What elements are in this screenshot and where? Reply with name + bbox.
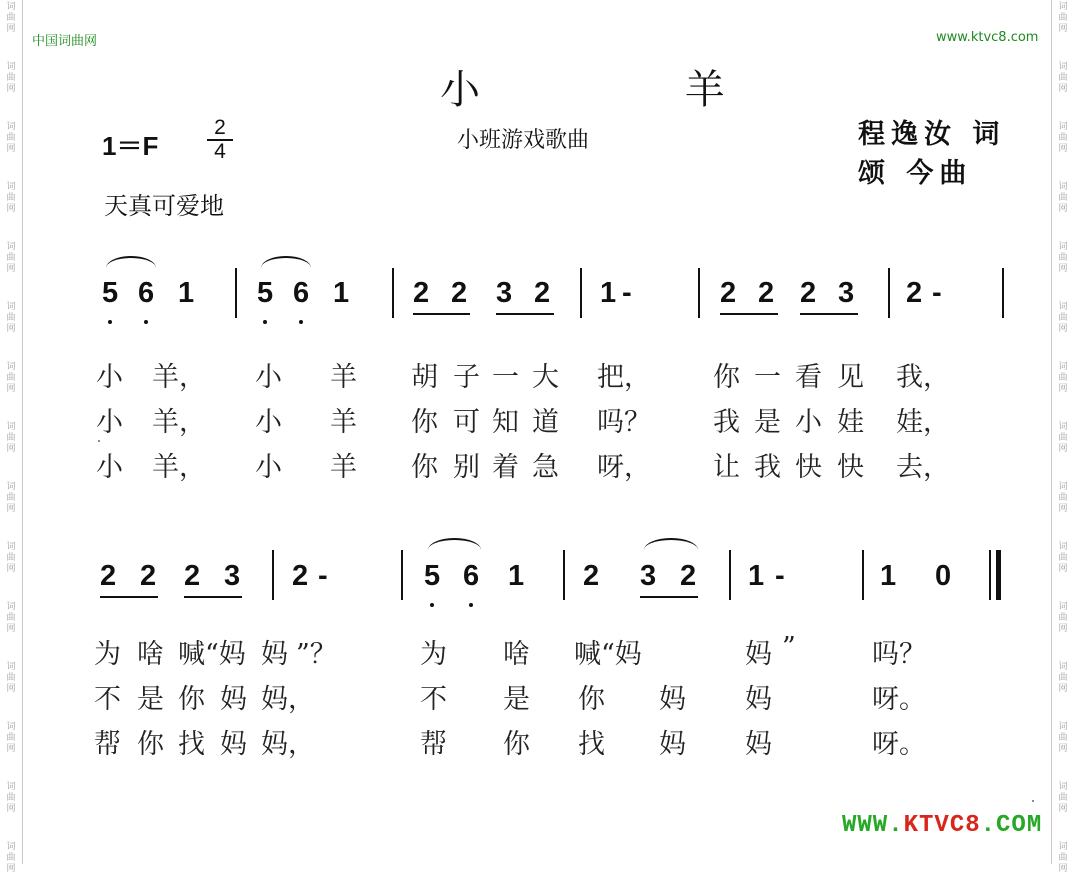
lyric-syllable: 妈: [659, 684, 686, 715]
side-watermark-text: 词 曲 网: [1058, 62, 1068, 94]
lyric-syllable: 小: [255, 362, 282, 393]
note: 2: [583, 560, 600, 592]
side-watermark-text: 词 曲 网: [6, 2, 16, 34]
note: 1: [178, 277, 195, 309]
eighth-note-underline: [640, 596, 698, 598]
low-octave-dot: [469, 603, 473, 607]
note: 2: [800, 277, 817, 309]
lyric-syllable: 呀。: [872, 684, 926, 715]
note: 2: [292, 560, 309, 592]
lyric-syllable: 知: [492, 407, 519, 438]
side-watermark-text: 词 曲 网: [1058, 362, 1068, 394]
lyric-syllable: 羊: [330, 452, 357, 483]
lyricist-credit: 程逸汝 词: [858, 119, 1006, 150]
lyric-syllable: 喊“妈: [178, 639, 246, 670]
lyric-syllable: 羊，: [152, 452, 206, 483]
lyric-syllable: 帮: [420, 729, 447, 760]
note: 2: [140, 560, 157, 592]
final-barline-thick: [996, 550, 1001, 600]
lyric-syllable: 把，: [597, 362, 651, 393]
side-watermark-text: 词 曲 网: [6, 302, 16, 334]
note: 6: [293, 277, 310, 309]
right-border-watermark: [1051, 0, 1074, 874]
lyric-syllable: 吗？: [872, 639, 926, 670]
site-name-link[interactable]: 中国词曲网: [32, 34, 98, 49]
lyric-syllable: 一: [754, 362, 781, 393]
eighth-note-underline: [100, 596, 158, 598]
lyric-syllable: 妈: [261, 639, 288, 670]
lyric-syllable: 是: [503, 684, 530, 715]
lyric-syllable: 小: [96, 407, 123, 438]
lyric-syllable: ”: [782, 632, 796, 663]
note: 3: [640, 560, 657, 592]
note: 1: [508, 560, 525, 592]
barline: [729, 550, 731, 600]
note: 6: [138, 277, 155, 309]
lyric-syllable: 啥: [503, 639, 530, 670]
slur-arc: [106, 256, 156, 268]
lyric-syllable: 不: [420, 684, 447, 715]
lyric-syllable: 为: [420, 639, 447, 670]
lyric-syllable: 小: [96, 362, 123, 393]
slur-arc: [644, 538, 698, 550]
lyric-syllable: 快: [795, 452, 822, 483]
lyric-syllable: 妈: [659, 729, 686, 760]
low-octave-dot: [263, 320, 267, 324]
low-octave-dot: [144, 320, 148, 324]
lyric-syllable: 一: [492, 362, 519, 393]
lyric-syllable: 我: [754, 452, 781, 483]
lyric-syllable: 娃: [837, 407, 864, 438]
lyric-syllable: 快: [837, 452, 864, 483]
side-watermark-text: 词 曲 网: [1058, 242, 1068, 274]
lyric-syllable: 着: [492, 452, 519, 483]
note: 2: [100, 560, 117, 592]
slur-arc: [261, 256, 311, 268]
note: 3: [224, 560, 241, 592]
lyric-syllable: 羊，: [152, 362, 206, 393]
note: 3: [838, 277, 855, 309]
lyric-syllable: 帮: [94, 729, 121, 760]
note: 2: [906, 277, 923, 309]
note: 3: [496, 277, 513, 309]
lyric-syllable: 羊，: [152, 407, 206, 438]
side-watermark-text: 词 曲 网: [6, 362, 16, 394]
note: 1: [600, 277, 617, 309]
side-watermark-text: 词 曲 网: [1058, 482, 1068, 514]
lyric-syllable: 妈: [745, 729, 772, 760]
note: 6: [463, 560, 480, 592]
lyric-syllable: 小: [795, 407, 822, 438]
side-watermark-text: 词 曲 网: [6, 602, 16, 634]
side-watermark-text: 词 曲 网: [6, 62, 16, 94]
lyric-syllable: 啥: [137, 639, 164, 670]
logo-com: .COM: [980, 812, 1043, 839]
lyric-syllable: 妈: [745, 684, 772, 715]
barline: [563, 550, 565, 600]
lyric-syllable: 见: [837, 362, 864, 393]
side-watermark-text: 词 曲 网: [1058, 542, 1068, 574]
lyric-syllable: 找: [578, 729, 605, 760]
site-url-link[interactable]: www.ktvc8.com: [936, 30, 1039, 45]
barline: [401, 550, 403, 600]
note: 2: [758, 277, 775, 309]
note: 2: [534, 277, 551, 309]
logo-www: WWW.: [842, 812, 904, 839]
side-watermark-text: 词 曲 网: [6, 722, 16, 754]
song-subtitle: 小班游戏歌曲: [457, 128, 590, 153]
lyric-syllable: 你: [713, 362, 740, 393]
barline: [580, 268, 582, 318]
barline: [1002, 268, 1004, 318]
note: -: [932, 277, 942, 309]
lyric-syllable: 呀。: [872, 729, 926, 760]
side-watermark-text: 词 曲 网: [1058, 422, 1068, 454]
low-octave-dot: [430, 603, 434, 607]
tempo-marking: 天真可爱地: [104, 192, 224, 220]
eighth-note-underline: [800, 313, 858, 315]
side-watermark-text: 词 曲 网: [6, 842, 16, 874]
low-octave-dot: [299, 320, 303, 324]
lyric-syllable: 胡: [411, 362, 438, 393]
slur-arc: [428, 538, 481, 550]
side-watermark-text: 词 曲 网: [6, 482, 16, 514]
lyric-syllable: 你: [137, 729, 164, 760]
lyric-syllable: 妈: [745, 639, 772, 670]
note: 5: [102, 277, 119, 309]
note: 2: [680, 560, 697, 592]
lyric-syllable: 小: [255, 452, 282, 483]
lyric-syllable: 小: [96, 452, 123, 483]
final-barline-thin: [989, 550, 991, 600]
side-watermark-text: 词 曲 网: [1058, 602, 1068, 634]
lyric-syllable: 可: [453, 407, 480, 438]
barline: [235, 268, 237, 318]
logo-ktvc8: KTVC8: [903, 812, 981, 839]
side-watermark-text: 词 曲 网: [6, 422, 16, 454]
lyric-syllable: 小: [255, 407, 282, 438]
note: -: [318, 560, 328, 592]
note: 2: [451, 277, 468, 309]
side-watermark-text: 词 曲 网: [1058, 182, 1068, 214]
lyric-syllable: 为: [94, 639, 121, 670]
side-watermark-text: 词 曲 网: [6, 122, 16, 154]
ktvc8-logo: [842, 812, 1042, 839]
eighth-note-underline: [720, 313, 778, 315]
lyric-syllable: 别: [453, 452, 480, 483]
low-octave-dot: [108, 320, 112, 324]
lyric-syllable: 你: [578, 684, 605, 715]
lyric-syllable: 你: [411, 407, 438, 438]
note: -: [775, 560, 785, 592]
note: 5: [424, 560, 441, 592]
lyric-syllable: 我，: [896, 362, 950, 393]
lyric-syllable: 不: [94, 684, 121, 715]
barline: [392, 268, 394, 318]
side-watermark-text: 词 曲 网: [6, 242, 16, 274]
note: 2: [184, 560, 201, 592]
barline: [698, 268, 700, 318]
lyric-syllable: ”？: [296, 639, 337, 670]
side-watermark-text: 词 曲 网: [1058, 2, 1068, 34]
lyric-syllable: 急: [532, 452, 559, 483]
lyric-syllable: 妈: [220, 684, 247, 715]
lyric-syllable: 妈，: [261, 729, 315, 760]
lyric-syllable: 道: [532, 407, 559, 438]
lyric-syllable: 喊“妈: [574, 639, 642, 670]
side-watermark-text: 词 曲 网: [6, 182, 16, 214]
note: 1: [333, 277, 350, 309]
barline: [862, 550, 864, 600]
lyric-syllable: 呀，: [597, 452, 651, 483]
lyric-syllable: 找: [178, 729, 205, 760]
note: 1: [880, 560, 897, 592]
lyric-syllable: 去，: [896, 452, 950, 483]
lyric-syllable: 让: [713, 452, 740, 483]
eighth-note-underline: [496, 313, 554, 315]
lyric-syllable: 大: [532, 362, 559, 393]
lyric-syllable: 你: [411, 452, 438, 483]
side-watermark-text: 词 曲 网: [1058, 722, 1068, 754]
side-watermark-text: 词 曲 网: [6, 782, 16, 814]
lyric-syllable: 羊: [330, 362, 357, 393]
side-watermark-text: 词 曲 网: [6, 662, 16, 694]
composer-credit: 颂 今曲: [858, 158, 973, 189]
time-signature-bottom: 4: [214, 139, 226, 163]
song-title: 小 羊: [440, 67, 821, 113]
eighth-note-underline: [413, 313, 470, 315]
note: 2: [413, 277, 430, 309]
lyric-syllable: 吗？: [597, 407, 651, 438]
lyric-syllable: 你: [178, 684, 205, 715]
eighth-note-underline: [184, 596, 242, 598]
note: 2: [720, 277, 737, 309]
scan-speck: [98, 440, 100, 442]
side-watermark-text: 词 曲 网: [6, 542, 16, 574]
lyric-syllable: 是: [137, 684, 164, 715]
lyric-syllable: 是: [754, 407, 781, 438]
key-signature: 1＝F: [102, 131, 159, 161]
side-watermark-text: 词 曲 网: [1058, 842, 1068, 874]
side-watermark-text: 词 曲 网: [1058, 302, 1068, 334]
note: 1: [748, 560, 765, 592]
lyric-syllable: 妈: [220, 729, 247, 760]
scan-speck: [1032, 800, 1034, 802]
note: 5: [257, 277, 274, 309]
time-signature: [206, 117, 234, 163]
lyric-syllable: 你: [503, 729, 530, 760]
lyric-syllable: 娃，: [896, 407, 950, 438]
lyric-syllable: 羊: [330, 407, 357, 438]
note: 0: [935, 560, 952, 592]
barline: [272, 550, 274, 600]
time-signature-top: 2: [214, 116, 226, 139]
note: -: [622, 277, 632, 309]
lyric-syllable: 看: [795, 362, 822, 393]
side-watermark-text: 词 曲 网: [1058, 782, 1068, 814]
barline: [888, 268, 890, 318]
lyric-syllable: 我: [713, 407, 740, 438]
lyric-syllable: 子: [453, 362, 480, 393]
side-watermark-text: 词 曲 网: [1058, 662, 1068, 694]
side-watermark-text: 词 曲 网: [1058, 122, 1068, 154]
lyric-syllable: 妈，: [261, 684, 315, 715]
left-border-watermark: [0, 0, 23, 874]
